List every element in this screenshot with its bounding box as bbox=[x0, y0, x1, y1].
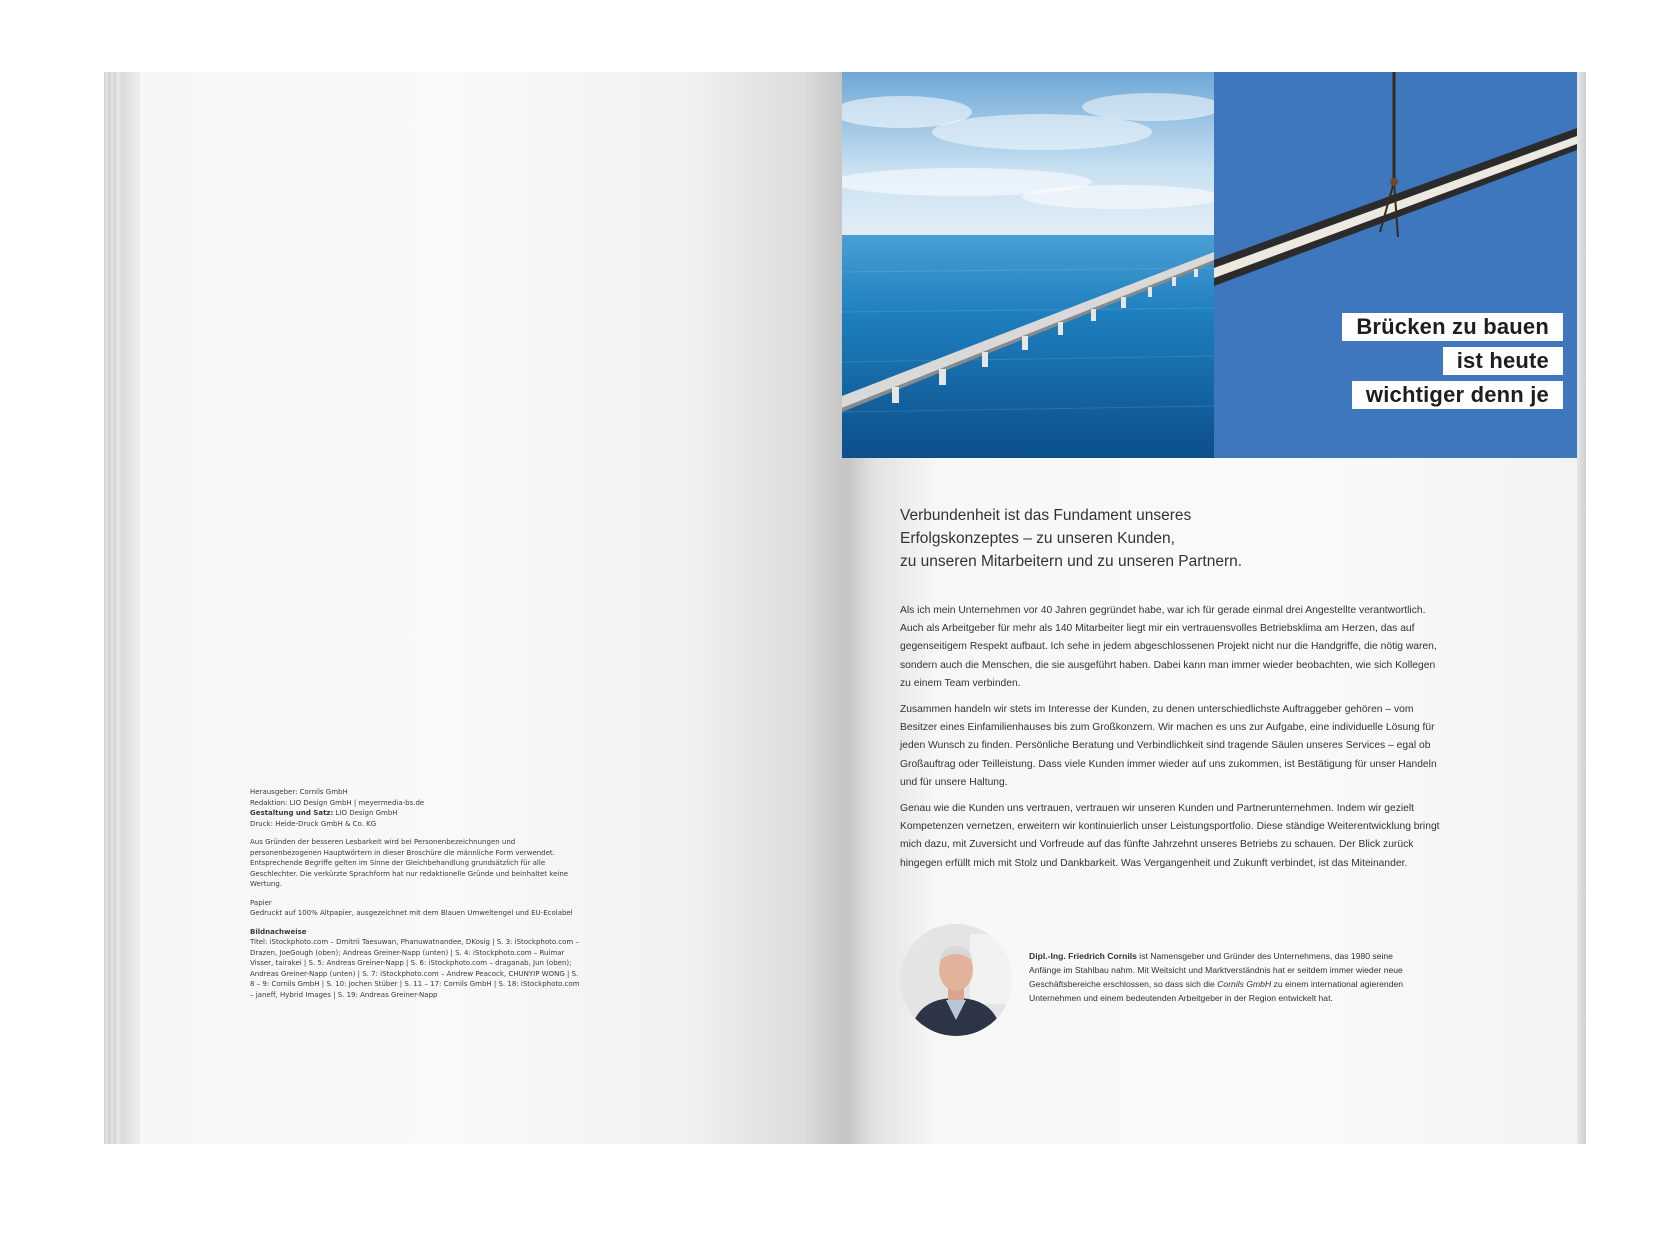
lead-text bbox=[900, 504, 1370, 573]
imprint bbox=[250, 787, 580, 1008]
imprint-publisher: Herausgeber: Cornils GmbH bbox=[250, 788, 348, 796]
steel-beam-photo bbox=[1214, 72, 1577, 458]
imprint-layout-label: Gestaltung und Satz: bbox=[250, 809, 334, 817]
picture-credits-text: Titel: iStockphoto.com – Dmitrii Taesuwan, Phanuwatnandee, DKosig | S. 3: iStockphoto.com – Drazen, JoeGough (oben); Andreas Greiner-Napp (unten) | S. 4: iStockphoto.com – Ruimar Visser, tairakei | S. 5: Andreas Greiner-Napp | S. 6: iStockphoto.com – draganab, Jun (oben); Andreas Greiner-Napp (unten) | S. 7: iStockphoto.com – Andrew Peacock, CHUNYIP WONG | S. 8 – 9: Cornils GmbH | S. 10: Jochen Stüber | S. 11 – 17: Cornils GmbH | S. 18: iStockphoto.com – janeff, Hybrid Images | S. 19: Andreas Greiner-Napp bbox=[250, 938, 580, 999]
bio-company: Cornils GmbH bbox=[1217, 979, 1272, 989]
imprint-editorial: Redaktion: LIO Design GmbH | meyermedia-bs.de bbox=[250, 798, 425, 807]
imprint-print: Druck: Heide-Druck GmbH & Co. KG bbox=[250, 819, 377, 828]
headline bbox=[1342, 313, 1563, 415]
bio-text-part-2: zu einem international agierenden Unternehmen und einem bedeutenden Arbeitgeber in der Region entwickelt hat. bbox=[1029, 979, 1404, 1003]
body-paragraph-3: Genau wie die Kunden uns vertrauen, vertrauen wir unseren Kunden und Partnerunternehmen. Indem wir gezielt Kompetenzen vernetzen, erweitern wir kontinuierlich unser Leistungsportfolio. Diese ständige Weiterentwicklung bringt mich dazu, mit Zuversicht und Vorfreude auf das fünfte Jahrzehnt unseres Betriebs zu schauen. Der Blick zurück hingegen erfüllt mich mit Stolz und Dankbarkeit. Was Vergangenheit und Zukunft verbindet, ist das Miteinander. bbox=[900, 803, 1440, 869]
picture-credits-heading bbox=[250, 927, 580, 938]
headline-line bbox=[1342, 313, 1563, 341]
headline-line bbox=[1342, 381, 1563, 409]
headline-line bbox=[1342, 347, 1563, 375]
page-stack-edge bbox=[104, 72, 140, 1144]
lead-line-1: Verbundenheit ist das Fundament unseres bbox=[900, 507, 1192, 524]
body-paragraph-1: Als ich mein Unternehmen vor 40 Jahren gegründet habe, war ich für gerade einmal drei Angestellte verantwortlich. Auch als Arbeitgeber für mehr als 140 Mitarbeiter liegt mir ein vertrauensvolles Betriebsklima am Herzen, das auf gegenseitigem Respekt aufbaut. Ich sehe in jedem abgeschlossenen Projekt nicht nur die Handgriffe, die nötig waren, sondern auch die Menschen, die sie ausgeführt haben. Dabei kann man immer wieder beobachten, wie sich Kollegen zu einem Team verbinden. bbox=[900, 605, 1437, 689]
lead-line-2: Erfolgskonzeptes – zu unseren Kunden, bbox=[900, 530, 1175, 547]
gender-note-text: Aus Gründen der besseren Lesbarkeit wird bei Personenbezeichnungen und personenbezogenen Hauptwörtern in dieser Broschüre die männliche Form verwendet. Entsprechende Begriffe gelten im Sinne der Gleichbehandlung grundsätzlich für alle Geschlechter. Die verkürzte Sprachform hat nur redaktionelle Gründe und beinhaltet keine Wertung. bbox=[250, 838, 569, 888]
founder-bio bbox=[1029, 949, 1409, 1005]
founder-portrait-image bbox=[900, 924, 1012, 1036]
body-paragraph-2: Zusammen handeln wir stets im Interesse der Kunden, zu denen unterschiedlichste Auftraggeber gehören – vom Besitzer eines Einfamilienhauses bis zum Großkonzern. Wir machen es uns zur Aufgabe, eine individuelle Lösung für jeden Wunsch zu finden. Persönliche Beratung und Verbindlichkeit sind tragende Säulen unseres Services – egal ob Großauftrag oder Teilleistung. Dass viele Kunden immer wieder auf uns zukommen, ist Bestätigung für unser Handeln und für unsere Haltung. bbox=[900, 704, 1437, 788]
lead-line-3: zu unseren Mitarbeitern und zu unseren Partnern. bbox=[900, 553, 1243, 570]
imprint-credits-block bbox=[250, 787, 580, 829]
imprint-picture-credits bbox=[250, 927, 580, 1001]
brochure-spread bbox=[104, 72, 1586, 1144]
bridge-photo-image bbox=[842, 72, 1214, 458]
imprint-layout-value: LIO Design GmbH bbox=[333, 809, 398, 817]
headline-line-1: Brücken zu bauen bbox=[1342, 313, 1563, 341]
body-text bbox=[900, 602, 1440, 881]
paper-text: Gedruckt auf 100% Altpapier, ausgezeichnet mit dem Blauen Umweltengel und EU-Ecolabel bbox=[250, 909, 573, 917]
headline-line-2: ist heute bbox=[1443, 347, 1563, 375]
founder-portrait bbox=[900, 924, 1012, 1036]
bridge-photo bbox=[842, 72, 1214, 458]
imprint-paper bbox=[250, 898, 580, 919]
imprint-gender-note bbox=[250, 837, 580, 890]
picture-credits-heading-text: Bildnachweise bbox=[250, 927, 307, 936]
bio-text-part-1: ist Namensgeber und Gründer des Unternehmens, das 1980 seine Anfänge im Stahlbau nahm. Mit Weitsicht und Marktverständnis hat er seitdem immer wieder neue Geschäftsbereiche erschlossen, so dass sich die bbox=[1029, 951, 1403, 989]
right-page-edge bbox=[1577, 72, 1586, 1144]
bio-name: Dipl.-Ing. Friedrich Cornils bbox=[1029, 951, 1137, 961]
headline-line-3: wichtiger denn je bbox=[1352, 381, 1563, 409]
imprint-layout bbox=[250, 808, 580, 819]
paper-heading: Papier bbox=[250, 898, 272, 907]
